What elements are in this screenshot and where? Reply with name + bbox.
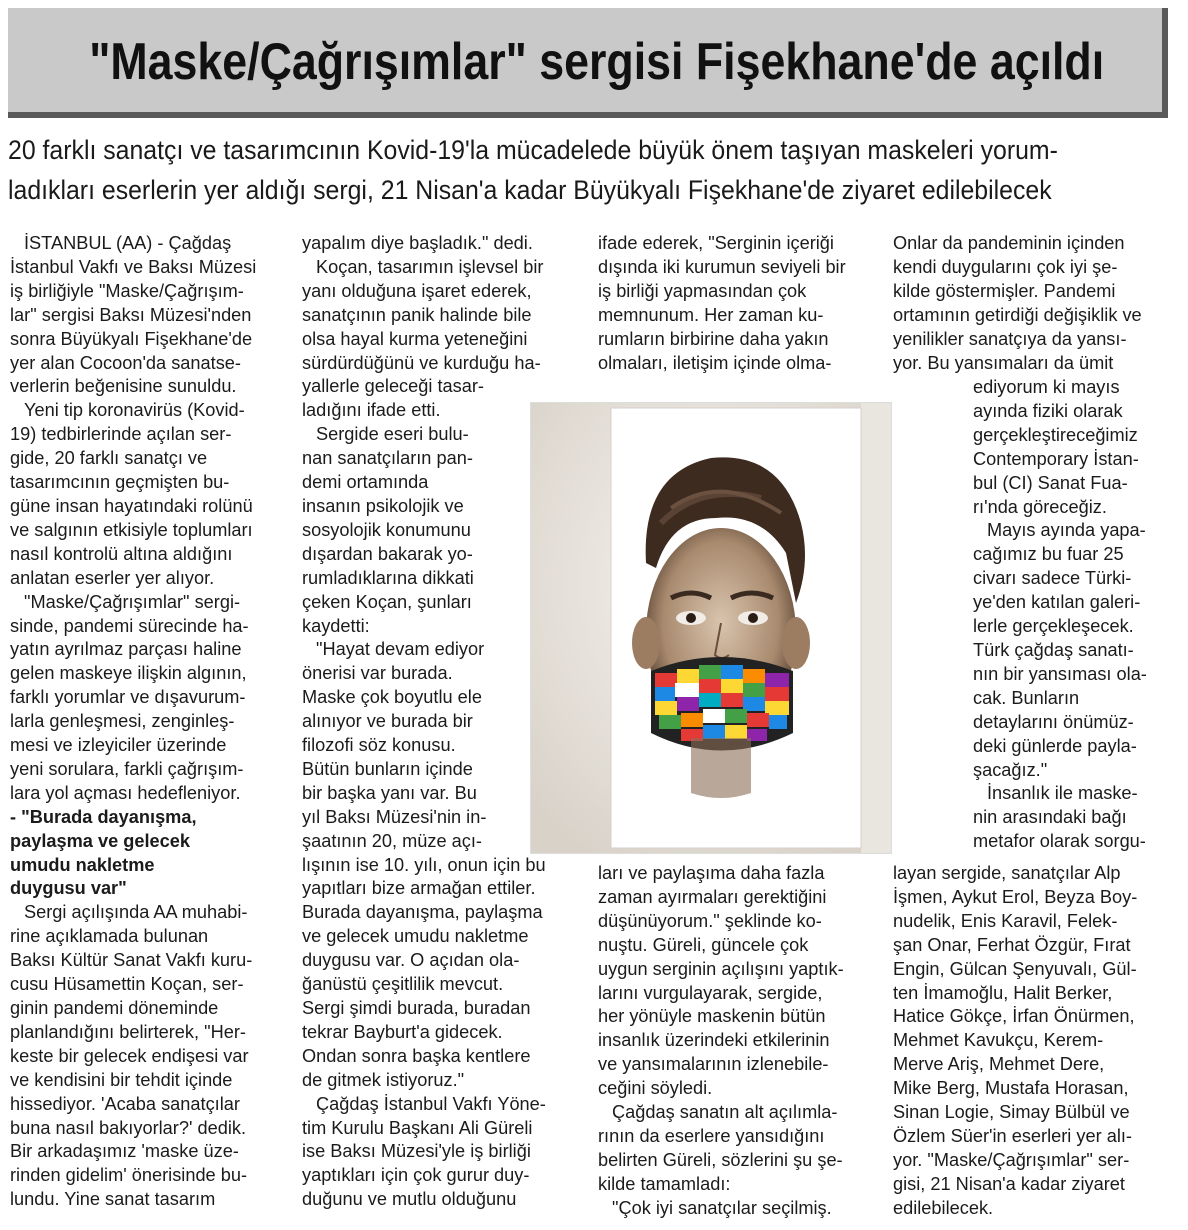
text-line: şan Onar, Ferhat Özgür, Fırat <box>893 934 1131 955</box>
text-line: verlerin beğenisine sunuldu. <box>10 376 237 397</box>
text-line: sonra Büyükyalı Fişekhane'de <box>10 328 253 349</box>
text-line: nın bir yansıması ola- <box>973 663 1147 684</box>
text-line: İstanbul Vakfı ve Baksı Müzesi <box>10 256 257 277</box>
text-line: dışardan bakarak yo- <box>302 543 473 564</box>
text-line: Mike Berg, Mustafa Horasan, <box>893 1078 1129 1099</box>
text-line: Onlar da pandeminin içinden <box>893 233 1125 253</box>
text-line: İnsanlık ile maske- <box>987 783 1138 804</box>
text-line: 19) tedbirlerinde açılan ser- <box>10 424 232 445</box>
text-line: Ondan sonra başka kentlere <box>302 1045 531 1066</box>
text-line: yor. Bu yansımaları da ümit <box>893 352 1114 373</box>
text-line: Çağdaş İstanbul Vakfı Yöne- <box>316 1093 546 1114</box>
subheadline-line: 20 farklı sanatçı ve tasarımcının Kovid-19'la mücadelede büyük önem taşıyan maskeleri yorum- <box>8 135 1058 165</box>
text-line: rumladıklarına dikkati <box>302 567 474 588</box>
text-line: memnunum. Her zaman ku- <box>598 304 824 325</box>
text-line: rinden gidelim' önerisinde bu- <box>10 1165 248 1186</box>
text-line: kilde tamamladı: <box>598 1173 731 1194</box>
text-line: gerçekleştireceğimiz <box>973 424 1138 445</box>
text-line: ortamının getirdiği değişiklik ve <box>893 304 1142 325</box>
text-line: ceğini söyledi. <box>598 1078 713 1099</box>
text-line: Bütün bunların içinde <box>302 758 473 779</box>
text-line: duğunu ve mutlu olduğunu <box>302 1189 517 1210</box>
text-line: demi ortamında <box>302 472 429 493</box>
text-line: Bir arkadaşımız 'maske üze- <box>10 1141 239 1162</box>
text-line: rumların birbirine daha yakın <box>598 328 829 349</box>
text-line: İşmen, Aykut Erol, Beyza Boy- <box>893 886 1138 907</box>
text-line: de gitmek istiyoruz." <box>302 1069 465 1090</box>
text-line: her yönüyle maskenin bütün <box>598 1006 826 1027</box>
text-line: Sinan Logie, Simay Bülbül ve <box>893 1102 1130 1123</box>
text-line: Yeni tip koronavirüs (Kovid- <box>24 400 245 421</box>
text-line: metafor olarak sorgu- <box>973 831 1146 852</box>
text-line: yaptıkları için çok gurur duy- <box>302 1165 530 1186</box>
text-line: rının da eserlere yansıdığını <box>598 1125 825 1146</box>
text-line: yapıtları bize armağan ettiler. <box>302 878 536 899</box>
text-line: civarı sadece Türki- <box>973 568 1132 589</box>
text-line: yenilikler sanatçıya da yansı- <box>893 328 1127 349</box>
headline: "Maske/Çağrışımlar" sergisi Fişekhane'de açıldı <box>89 33 1105 91</box>
text-line: olsa hayal kurma yeteneğini <box>302 328 528 349</box>
text-line: Mayıs ayında yapa- <box>987 520 1146 541</box>
text-line: ve gelecek umudu nakletme <box>302 926 529 947</box>
text-line: gelen maskeye ilişkin algının, <box>10 663 247 684</box>
text-line: lara yol açması hedefleniyor. <box>10 782 241 803</box>
text-line: sürdürdüğünü ve kurduğu ha- <box>302 352 541 373</box>
text-line: Baksı Kültür Sanat Vakfı kuru- <box>10 950 253 971</box>
text-line: duygusu var. O açıdan ola- <box>302 950 520 971</box>
text-line: olmaları, iletişim içinde olma- <box>598 352 832 373</box>
text-line: hissediyor. 'Acaba sanatçılar <box>10 1093 240 1114</box>
text-line: ise Baksı Müzesi'yle iş birliği <box>302 1141 531 1162</box>
text-line: iş birliği yapmasından çok <box>598 280 807 301</box>
text-line: ları ve paylaşıma daha fazla <box>598 863 825 883</box>
text-line: farklı yorumlar ve dışavurum- <box>10 687 246 708</box>
text-line: yer alan Cocoon'da sanatse- <box>10 352 241 373</box>
text-line: düşünüyorum." şeklinde ko- <box>598 910 822 931</box>
text-line: cusu Hüsamettin Koçan, ser- <box>10 974 244 995</box>
text-line: kilde göstermişler. Pandemi <box>893 280 1116 301</box>
text-line: kendi duygularını çok iyi şe- <box>893 256 1118 277</box>
portrait-with-lego-mask-image <box>531 403 891 853</box>
text-line: lışının ise 10. yılı, onun için bu <box>302 854 546 875</box>
text-line: yeni sorulara, farkli çağrışım- <box>10 758 244 779</box>
text-line: ginin pandemi döneminde <box>10 998 219 1018</box>
text-line: ve salgının etkisiyle toplumları <box>10 519 253 540</box>
text-line: sosyolojik konumunu <box>302 519 471 540</box>
text-line: şaatının 20, müze açı- <box>302 830 482 851</box>
text-line: sanatçının panik halinde bile <box>302 304 532 325</box>
text-line: ve kendisini bir tehdit içinde <box>10 1069 233 1090</box>
text-line: Contemporary İstan- <box>973 448 1139 469</box>
article-column-3-top <box>598 232 873 375</box>
article-column-3-bottom <box>598 862 878 1221</box>
text-line: - "Burada dayanışma, <box>10 806 197 827</box>
text-line: ladığını ifade etti. <box>302 400 441 421</box>
text-line: Mehmet Kavukçu, Kerem- <box>893 1030 1104 1051</box>
text-line: dışında iki kurumun seviyeli bir <box>598 256 846 277</box>
text-line: duygusu var" <box>10 878 127 899</box>
text-line: bir başka yanı var. Bu <box>302 782 477 803</box>
text-line: ğanüstü çeşitlilik mevcut. <box>302 974 504 995</box>
text-line: tim Kurulu Başkanı Ali Güreli <box>302 1117 533 1138</box>
text-line: "Hayat devam ediyor <box>316 639 485 660</box>
text-line: yor. "Maske/Çağrışımlar" ser- <box>893 1149 1130 1170</box>
text-line: kaydetti: <box>302 615 370 636</box>
text-line: insanın psikolojik ve <box>302 495 464 516</box>
text-line: Engin, Gülcan Şenyuvalı, Gül- <box>893 958 1137 979</box>
text-line: Burada dayanışma, paylaşma <box>302 902 543 923</box>
subheadline <box>8 130 1086 210</box>
text-line: önerisi var burada. <box>302 663 453 684</box>
text-line: ayında fiziki olarak <box>973 400 1123 421</box>
text-line: larını vurgulayarak, sergide, <box>598 982 823 1003</box>
text-line: yapalım diye başladık." dedi. <box>302 233 533 253</box>
text-line: İSTANBUL (AA) - Çağdaş <box>24 233 232 253</box>
text-line: sinde, pandemi sürecinde ha- <box>10 615 249 636</box>
text-line: gide, 20 farklı sanatçı ve <box>10 448 208 469</box>
text-line: nudelik, Enis Karavil, Felek- <box>893 910 1118 931</box>
text-line: Türk çağdaş sanatı- <box>973 639 1134 660</box>
text-line: uygun serginin açılışını yaptık- <box>598 958 844 979</box>
text-line: planlandığını belirterek, "Her- <box>10 1021 246 1042</box>
text-line: rine açıklamada bulunan <box>10 926 209 947</box>
text-line: nin arasındaki bağı <box>973 807 1127 828</box>
article-column-4-top <box>893 232 1178 375</box>
subheadline-line: ladıkları eserlerin yer aldığı sergi, 21 Nisan'a kadar Büyükyalı Fişekhane'de ziyaret edilebilecek <box>8 175 1052 205</box>
text-line: rı'nda göreceğiz. <box>973 496 1107 517</box>
article-column-4-wrap <box>973 376 1178 854</box>
text-line: mesi ve izleyiciler üzerinde <box>10 735 227 756</box>
text-line: Çağdaş sanatın alt açılımla- <box>612 1102 838 1123</box>
text-line: Hatice Gökçe, İrfan Önürmen, <box>893 1006 1135 1027</box>
text-line: yatın ayrılmaz parçası haline <box>10 639 242 660</box>
text-line: Sergide eseri bulu- <box>316 424 469 445</box>
text-line: şacağız." <box>973 759 1048 780</box>
text-line: edilebilecek. <box>893 1197 994 1218</box>
text-line: deki günlerde payla- <box>973 735 1137 756</box>
text-line: ifade ederek, "Serginin içeriği <box>598 233 834 253</box>
text-line: ve yansımalarının izlenebile- <box>598 1054 829 1075</box>
text-line: yıl Baksı Müzesi'nin in- <box>302 806 487 827</box>
text-line: ediyorum ki mayıs <box>973 377 1120 397</box>
text-line: buna nasıl bakıyorlar?' dedik. <box>10 1117 247 1138</box>
text-line: belirten Güreli, sözlerini şu şe- <box>598 1149 843 1170</box>
text-line: anlatan eserler yer alıyor. <box>10 567 215 588</box>
text-line: lundu. Yine sanat tasarım <box>10 1189 216 1210</box>
text-line: Sergi açılışında AA muhabi- <box>24 902 248 923</box>
text-line: tasarımcının geçmişten bu- <box>10 472 230 493</box>
text-line: yanı olduğuna işaret ederek, <box>302 280 532 301</box>
text-line: bul (CI) Sanat Fua- <box>973 472 1128 493</box>
text-line: nuştu. Güreli, güncele çok <box>598 934 809 955</box>
text-line: "Maske/Çağrışımlar" sergi- <box>24 591 241 612</box>
text-line: detaylarını önümüz- <box>973 711 1134 732</box>
exhibition-photo <box>530 402 892 854</box>
text-line: nasıl kontrolü altına aldığını <box>10 543 233 564</box>
text-line: zaman ayırmaları gerektiğini <box>598 886 827 907</box>
text-line: larla genleşmesi, zenginleş- <box>10 711 235 732</box>
text-line: cağımız bu fuar 25 <box>973 544 1124 565</box>
headline-banner <box>8 8 1168 118</box>
text-line: paylaşma ve gelecek <box>10 830 190 851</box>
text-line: layan sergide, sanatçılar Alp <box>893 863 1121 883</box>
text-line: nan sanatçıların pan- <box>302 448 473 469</box>
text-line: cak. Bunların <box>973 687 1080 708</box>
lego-mask <box>651 657 793 751</box>
text-line: Merve Ariş, Mehmet Dere, <box>893 1054 1105 1075</box>
text-line: "Çok iyi sanatçılar seçilmiş. <box>612 1197 832 1218</box>
text-line: lerle gerçekleşecek. <box>973 616 1134 637</box>
text-line: çeken Koçan, şunları <box>302 591 472 612</box>
article-column-1 <box>10 232 285 1212</box>
article-column-4-bottom <box>893 862 1178 1221</box>
text-line: insanlık üzerindeki etkilerinin <box>598 1030 830 1051</box>
text-line: ye'den katılan galeri- <box>973 592 1141 613</box>
text-line: ten İmamoğlu, Halit Berker, <box>893 982 1113 1003</box>
text-line: tekrar Bayburt'a gidecek. <box>302 1021 503 1042</box>
text-line: filozofi söz konusu. <box>302 735 456 756</box>
text-line: keste bir gelecek endişesi var <box>10 1045 249 1066</box>
text-line: Özlem Süer'in eserleri yer alı- <box>893 1125 1132 1146</box>
text-line: gisi, 21 Nisan'a kadar ziyaret <box>893 1173 1125 1194</box>
text-line: lar" sergisi Baksı Müzesi'nden <box>10 304 252 325</box>
text-line: Sergi şimdi burada, buradan <box>302 998 531 1018</box>
text-line: güne insan hayatındaki rolünü <box>10 495 253 516</box>
text-line: yallerle geleceği tasar- <box>302 376 484 397</box>
text-line: Koçan, tasarımın işlevsel bir <box>316 256 544 277</box>
text-line: umudu nakletme <box>10 854 155 875</box>
text-line: Maske çok boyutlu ele <box>302 687 482 708</box>
text-line: iş birliğiyle "Maske/Çağrışım- <box>10 280 244 301</box>
text-line: alınıyor ve burada bir <box>302 711 473 732</box>
